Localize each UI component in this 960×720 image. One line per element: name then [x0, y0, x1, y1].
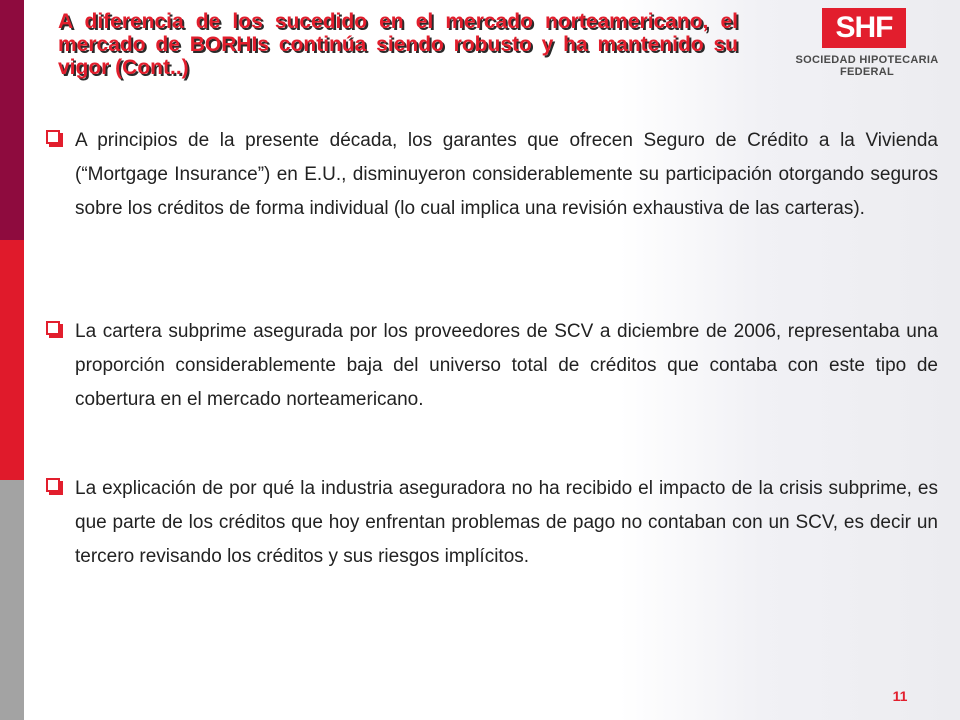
logo-company-name: SOCIEDAD HIPOTECARIA FEDERAL: [795, 54, 939, 78]
sidebar-segment-gray: [0, 480, 24, 720]
slide-title: A diferencia de los sucedido en el mercado norteamericano, el mercado de BORHIs continúa siendo robusto y ha mantenido su vigor (Cont..): [58, 10, 738, 79]
left-color-band: [0, 0, 24, 720]
shf-logo: [778, 0, 960, 110]
square-bullet-icon: [46, 321, 60, 335]
page-number: 11: [892, 688, 908, 704]
bullet-text: La explicación de por qué la industria aseguradora no ha recibido el impacto de la crisis subprime, es que parte de los créditos que hoy enfrentan problemas de pago no contaban con un SCV, es decir un tercero revisando los créditos y sus riesgos implícitos.: [75, 478, 938, 567]
square-bullet-icon: [46, 478, 60, 492]
bullet-text: A principios de la presente década, los garantes que ofrecen Seguro de Crédito a la Vivienda (“Mortgage Insurance”) en E.U., disminuyeron considerablemente su participación otorgando seguros sobre los créditos de forma individual (lo cual implica una revisión exhaustiva de las carteras).: [75, 130, 938, 219]
bullet-text: La cartera subprime asegurada por los proveedores de SCV a diciembre de 2006, representaba una proporción considerablemente baja del universo total de créditos que contaba con este tipo de cobertura en el mercado norteamericano.: [75, 321, 938, 410]
sidebar-segment-maroon: [0, 0, 24, 240]
shf-logo-icon: SHF: [822, 8, 906, 48]
square-bullet-icon: [46, 130, 60, 144]
sidebar-segment-red: [0, 240, 24, 480]
